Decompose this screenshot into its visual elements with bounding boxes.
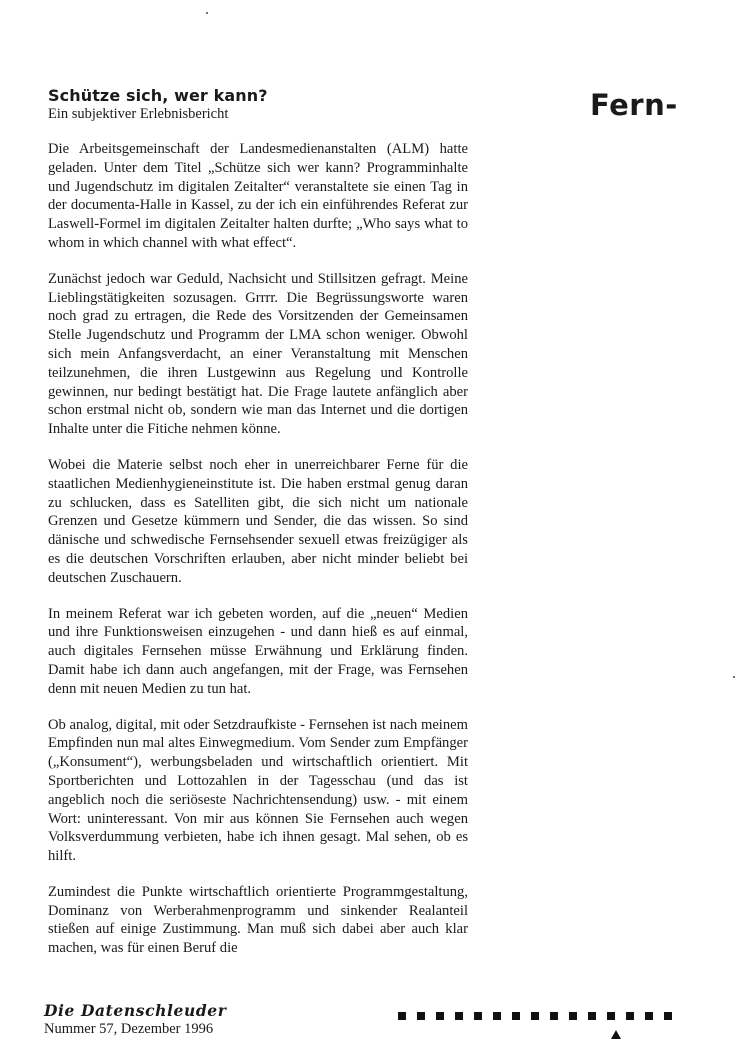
body-paragraph: Zunächst jedoch war Geduld, Nachsicht und Stillsitzen gefragt. Meine Lieblingstätigkeiten sozusagen. Grrrr. Die Begrüssungsworte waren noch grad zu ertragen, die Rede des Vorsitzenden der Gemeinsamen Stelle Jugendschutz und Programm der LMA schon weniger. Obwohl sich mein Anfangsverdacht, an einer Veranstaltung mit Menschen teilzunehmen, die ihren Lustgewinn aus Regelung und Kontrolle gewinnen, nur bedingt bestätigt hat. Die Frage lautete anfänglich aber schon erstmal nicht ob, sondern wie man das Internet und die dortigen Inhalte unter die Fitiche nehmen könne. (48, 270, 468, 438)
body-paragraph: Ob analog, digital, mit oder Setzdraufkiste - Fernsehen ist nach meinem Empfinden nun mal altes Einwegmedium. Vom Sender zum Empfänger („Konsument“), werbungsbeladen und wirtschaftlich orientiert. Mit Sportberichten und Lottozahlen in der Tagesschau (und das ist angeblich noch die seriöseste Nachrichtensendung) usw. - mit einem Wort: uninteressant. Von mir aus können Sie Fernsehen auch wegen Volksverdummung verbieten, habe ich ihnen gesagt. Mal sehen, ob es hilft. (48, 716, 468, 865)
article-subtitle: Ein subjektiver Erlebnisbericht (48, 106, 229, 122)
footer-issue: Nummer 57, Dezember 1996 (44, 1021, 214, 1037)
footer-square-row (398, 1012, 672, 1020)
article-title: Schütze sich, wer kann? (48, 86, 268, 105)
footer-square-icon (531, 1012, 539, 1020)
body-paragraph: Wobei die Materie selbst noch eher in unerreichbarer Ferne für die staatlichen Medienhygieneinstitute ist. Die haben erstmal genug daran zu schlucken, dass es Satelliten gibt, die sich nicht um nationale Grenzen und Gesetze kümmern und Sender, die das wissen. So sind dänische und schwedische Fernsehsender sexuell etwas freizügiger als es die deutschen Vorschriften erlauben, aber nicht minder beliebt bei deutschen Zuschauern. (48, 456, 468, 586)
body-paragraph: In meinem Referat war ich gebeten worden, auf die „neuen“ Medien und ihre Funktionsweisen einzugehen - und dann hieß es auf einmal, auch digitales Fernsehen müsse Erwähnung und Erklärung finden. Damit habe ich dann auch angefangen, mit der Frage, was Fernsehen denn mit neuen Medien zu tun hat. (48, 605, 468, 697)
footer-square-icon (664, 1012, 672, 1020)
body-paragraph: Die Arbeitsgemeinschaft der Landesmedienanstalten (ALM) hatte geladen. Unter dem Titel „Schütze sich wer kann? Programminhalte und Jugendschutz im digitalen Zeitalter“ veranstaltete sie einen Tag in der documenta-Halle in Kassel, zu der ich ein einführendes Referat zur Laswell-Formel im digitalen Zeitalter halten durfte; „Who says what to whom in which channel with what effect“. (48, 141, 468, 251)
footer-square-icon (626, 1012, 634, 1020)
footer-square-icon (493, 1012, 501, 1020)
scan-speck (733, 676, 735, 678)
footer-square-icon (550, 1012, 558, 1020)
footer-square-icon (607, 1012, 615, 1020)
footer-square-icon (569, 1012, 577, 1020)
footer-square-icon (436, 1012, 444, 1020)
scan-speck (206, 12, 208, 14)
footer-masthead: Die Datenschleuder (44, 1001, 227, 1020)
footer-square-icon (474, 1012, 482, 1020)
side-heading: Fern- (590, 88, 678, 122)
body-paragraph: Zumindest die Punkte wirtschaftlich orientierte Programmgestaltung, Dominanz von Werberahmenprogramm und sinkender Realanteil stießen auf einige Zustimmung. Man muß sich dabei aber auch klar machen, was für einen Beruf die (48, 883, 468, 957)
page-marker-triangle-icon (611, 1030, 621, 1039)
article-body (48, 140, 468, 975)
footer-square-icon (645, 1012, 653, 1020)
footer-square-icon (588, 1012, 596, 1020)
footer-square-icon (417, 1012, 425, 1020)
footer-square-icon (398, 1012, 406, 1020)
footer-square-icon (455, 1012, 463, 1020)
footer-square-icon (512, 1012, 520, 1020)
